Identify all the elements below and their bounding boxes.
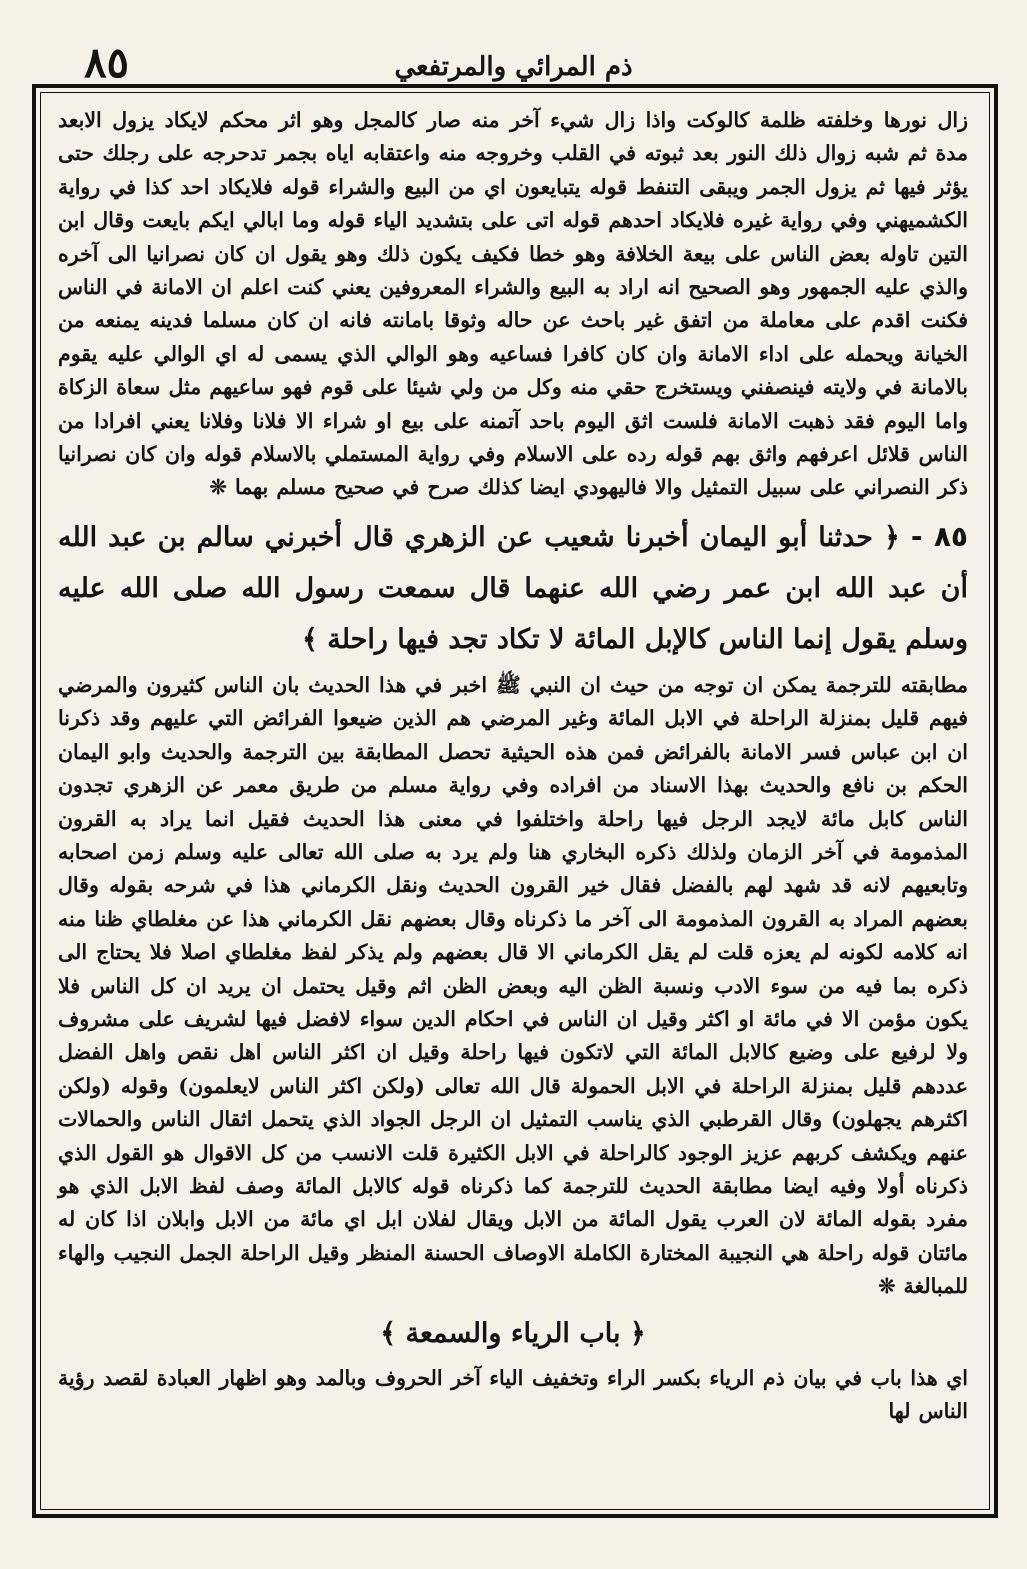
page-body bbox=[58, 104, 968, 1500]
hadith-commentary: مطابقته للترجمة يمكن ان توجه من حيث ان النبي ﷺ اخبر في هذا الحديث بان الناس كثيرون والمرضي فيهم قليل بمنزلة الراحلة في الابل المائة وغير المرضي هم الذين ضيعوا الفرائض التي عليهم وقد ذكرنا ان ابن عباس فسر الامانة بالفرائض فمن هذه الحيثية تحصل المطابقة بين الترجمة والحديث وابو اليمان الحكم بن نافع والحديث بهذا الاسناد من افراده وفي رواية مسلم من طريق معمر عن الزهري تجدون الناس كابل مائة لايجد الرجل فيها راحلة واختلفوا في معنى هذا الحديث فقيل انما يراد به القرون المذمومة في آخر الزمان ولذلك ذكره البخاري هنا ولم يرد به صلى الله تعالى عليه وسلم زمن اصحابه وتابعيهم لانه قد شهد لهم بالفضل فقال خير القرون الحديث ونقل الكرماني هذا في شرحه بقوله وقال بعضهم المراد به القرون المذمومة الى آخر ما ذكرناه وقال بعضهم نقل الكرماني هذا عن مغلطاي ظنا منه انه كلامه لكونه لم يعزه قلت لم يقل الكرماني الا قال بعضهم ولم يذكر لفظ مغلطاي اصلا فلا يحتاج الى ذكره بما فيه من سوء الادب ونسبة الظن اليه وبعض الظن اثم وقيل يحتمل ان يريد ان كل الناس فلا يكون مؤمن الا في مائة او اكثر وقيل ان الناس في احكام الدين سواء لافضل فيها لشريف على مشروف ولا لرفيع على وضيع كالابل المائة التي لاتكون فيها راحلة وقيل ان اكثر الناس اهل نقص واهل الفضل عددهم قليل بمنزلة الراحلة في الابل الحمولة قال الله تعالى (ولكن اكثر الناس لايعلمون) وقوله (ولكن اكثرهم يجهلون) وقال القرطبي الذي يناسب التمثيل ان الرجل الجواد الذي يتحمل اثقال الناس والحمالات عنهم ويكشف كربهم عزيز الوجود كالراحلة في الابل الكثيرة قلت الانسب من كل الاقوال هو القول الذي ذكرناه أولا وفيه ايضا مطابقة الحديث للترجمة كما ذكرناه قوله كالابل المائة وصف لفظ الابل الذي هو مفرد بقوله المائة لان العرب يقول المائة من الابل ويقال لفلان ابل اي مائة من الابل وابلان اذا كان له مائتان قوله راحلة هي النجيبة المختارة الكاملة الاوصاف الحسنة المنظر وقيل الراحلة الجمل النجيب والهاء للمبالغة ❊ bbox=[58, 672, 968, 1299]
hadith-block bbox=[58, 511, 968, 665]
chapter-heading: ﴿ باب الرياء والسمعة ﴾ bbox=[380, 1317, 646, 1349]
chapter-intro: اي هذا باب في بيان ذم الرياء بكسر الراء وتخفيف الياء آخر الحروف وبالمد وهو اظهار العبادة لقصد رؤية الناس لها bbox=[58, 1365, 968, 1423]
commentary-paragraph: زال نورها وخلفته ظلمة كالوكت واذا زال شيء آخر منه صار كالمجل وهو اثر محكم لايكاد يزول الابعد مدة ثم شبه زوال ذلك النور بعد ثبوته في القلب وخروجه منه واعتقابه اياه بجمر تدحرجه على رجلك حتى يؤثر فيها ثم يزول الجمر ويبقى التنفط قوله يتبايعون اي من البيع والشراء قوله فلايكاد احد كذا في رواية الكشميهني وفي رواية غيره فلايكاد احدهم قوله اتى على بتشديد الياء قوله وما ابالي ايكم بايعت وقال ابن التين تاوله بعض الناس على بيعة الخلافة وهو خطا فكيف يكون ذلك وهو يقول ان كان نصرانيا الى آخره والذي عليه الجمهور وهو الصحيح انه اراد به البيع والشراء المعروفين يعني كنت اعلم ان الامانة في الناس فكنت اقدم على معاملة من اتفق غير باحث عن حاله وثوقا بامانته فانه ان كان مسلما فدينه يمنعه من الخيانة ويحمله على اداء الامانة وان كان كافرا فساعيه وهو الوالي الذي يسمى له اي الوالي عليه يقوم بالامانة في ولايته فينصفني ويستخرج حقي منه وكل من ولي شيئا على قوم فهو ساعيهم مثل سعاة الزكاة واما اليوم فقد ذهبت الامانة فلست اثق اليوم باحد آتمنه على بيع او شراء الا فلانا وفلانا يعني افرادا من الناس قلائل اعرفهم واثق بهم قوله رده على الاسلام وفي رواية المستملي بالاسلام قوله وان كان نصرانيا ذكر النصراني على سبيل التمثيل والا فاليهودي ايضا كذلك صرح في صحيح مسلم بهما ❊ bbox=[58, 108, 968, 500]
hadith-number: ٨٥ - bbox=[910, 519, 968, 553]
hadith-text: ﴿ حدثنا أبو اليمان أخبرنا شعيب عن الزهري قال أخبرني سالم بن عبد الله أن عبد الله ابن عمر رضي الله عنهما قال سمعت رسول الله صلى الله عليه وسلم يقول إنما الناس كالإبل المائة لا تكاد تجد فيها راحلة ﴾ bbox=[58, 521, 968, 655]
running-title: ذم المرائي والمرتفعي bbox=[394, 52, 633, 82]
page-number: ٨٥ bbox=[84, 38, 130, 87]
